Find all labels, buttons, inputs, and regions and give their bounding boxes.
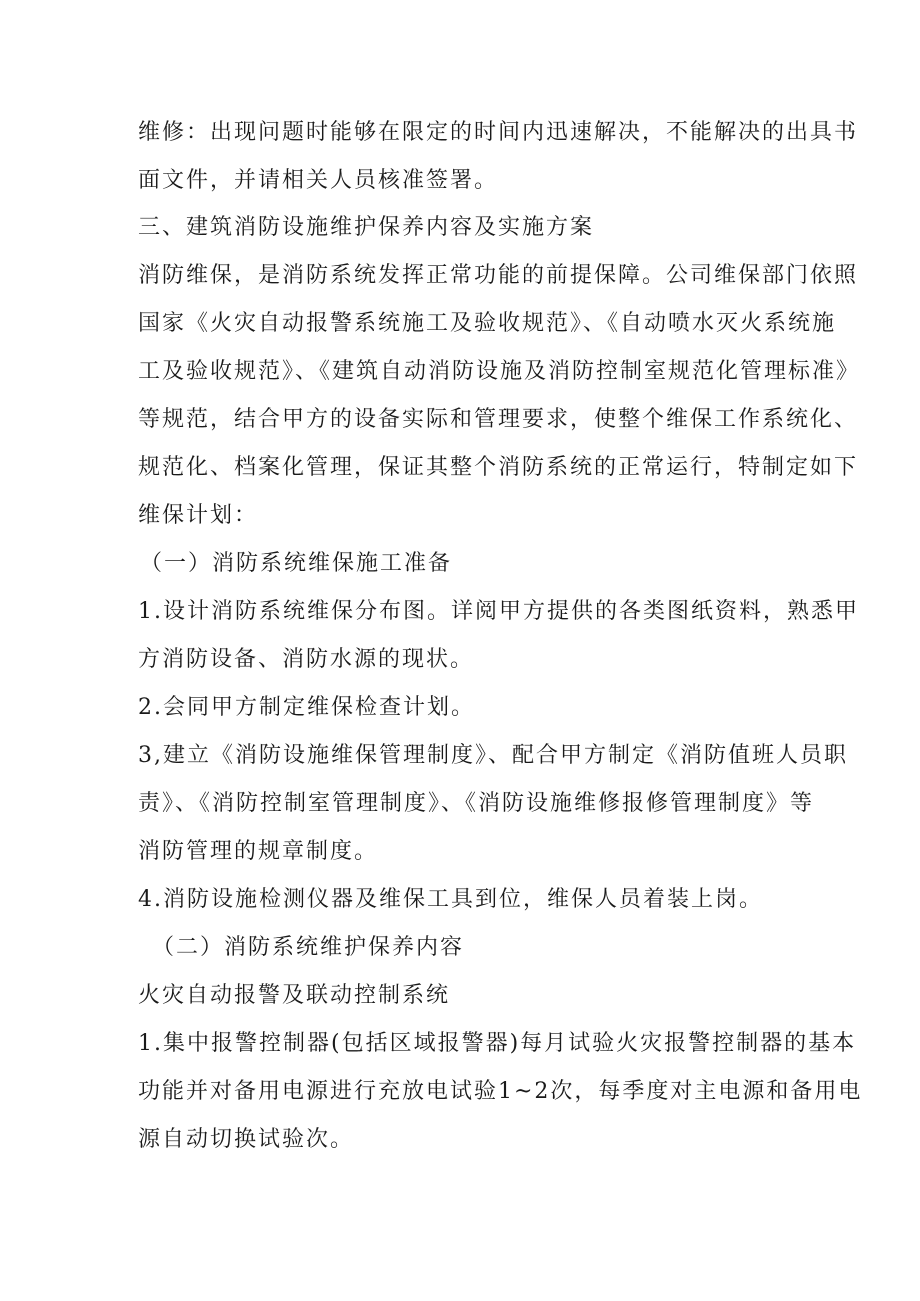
text-line: 规范化、档案化管理，保证其整个消防系统的正常运行，特制定如下 [138,455,859,480]
text-line: 火灾自动报警及联动控制系统 [138,983,451,1008]
text-line: 源自动切换试验次。 [138,1127,355,1152]
text-line: 3,建立《消防设施维保管理制度》、配合甲方制定《消防值班人员职 [138,743,848,768]
text-line: 工及验收规范》、《建筑自动消防设施及消防控制室规范化管理标准》 [138,359,861,384]
text-line: 责》、《消防控制室管理制度》、《消防设施维修报修管理制度》等 [138,791,815,816]
text-line: 国家《火灾自动报警系统施工及验收规范》、《自动喷水灭火系统施 [138,311,837,336]
text-line: 维保计划： [138,503,259,528]
text-line: 2.会同甲方制定维保检查计划。 [138,695,475,720]
text-line: 方消防设备、消防水源的现状。 [138,647,475,672]
text-line: 消防管理的规章制度。 [138,839,379,864]
text-line: 消防维保，是消防系统发挥正常功能的前提保障。公司维保部门依照 [138,263,859,288]
section-heading: 三、建筑消防设施维护保养内容及实施方案 [138,215,595,240]
subsection-heading: （一）消防系统维保施工准备 [140,551,453,576]
text-line: 面文件，并请相关人员核准签署。 [138,168,499,193]
subsection-heading: （二）消防系统维护保养内容 [152,935,465,960]
text-line: 1.设计消防系统维保分布图。详阅甲方提供的各类图纸资料，熟悉甲 [138,599,859,624]
text-line: 维修：出现问题时能够在限定的时间内迅速解决，不能解决的出具书 [138,120,859,145]
text-line: 1.集中报警控制器(包括区域报警器)每月试验火灾报警控制器的基本 [138,1031,857,1056]
text-line: 等规范，结合甲方的设备实际和管理要求，使整个维保工作系统化、 [138,407,859,432]
text-line: 4.消防设施检测仪器及维保工具到位，维保人员着装上岗。 [138,887,763,912]
text-line: 功能并对备用电源进行充放电试验1~2次，每季度对主电源和备用电 [138,1079,863,1104]
